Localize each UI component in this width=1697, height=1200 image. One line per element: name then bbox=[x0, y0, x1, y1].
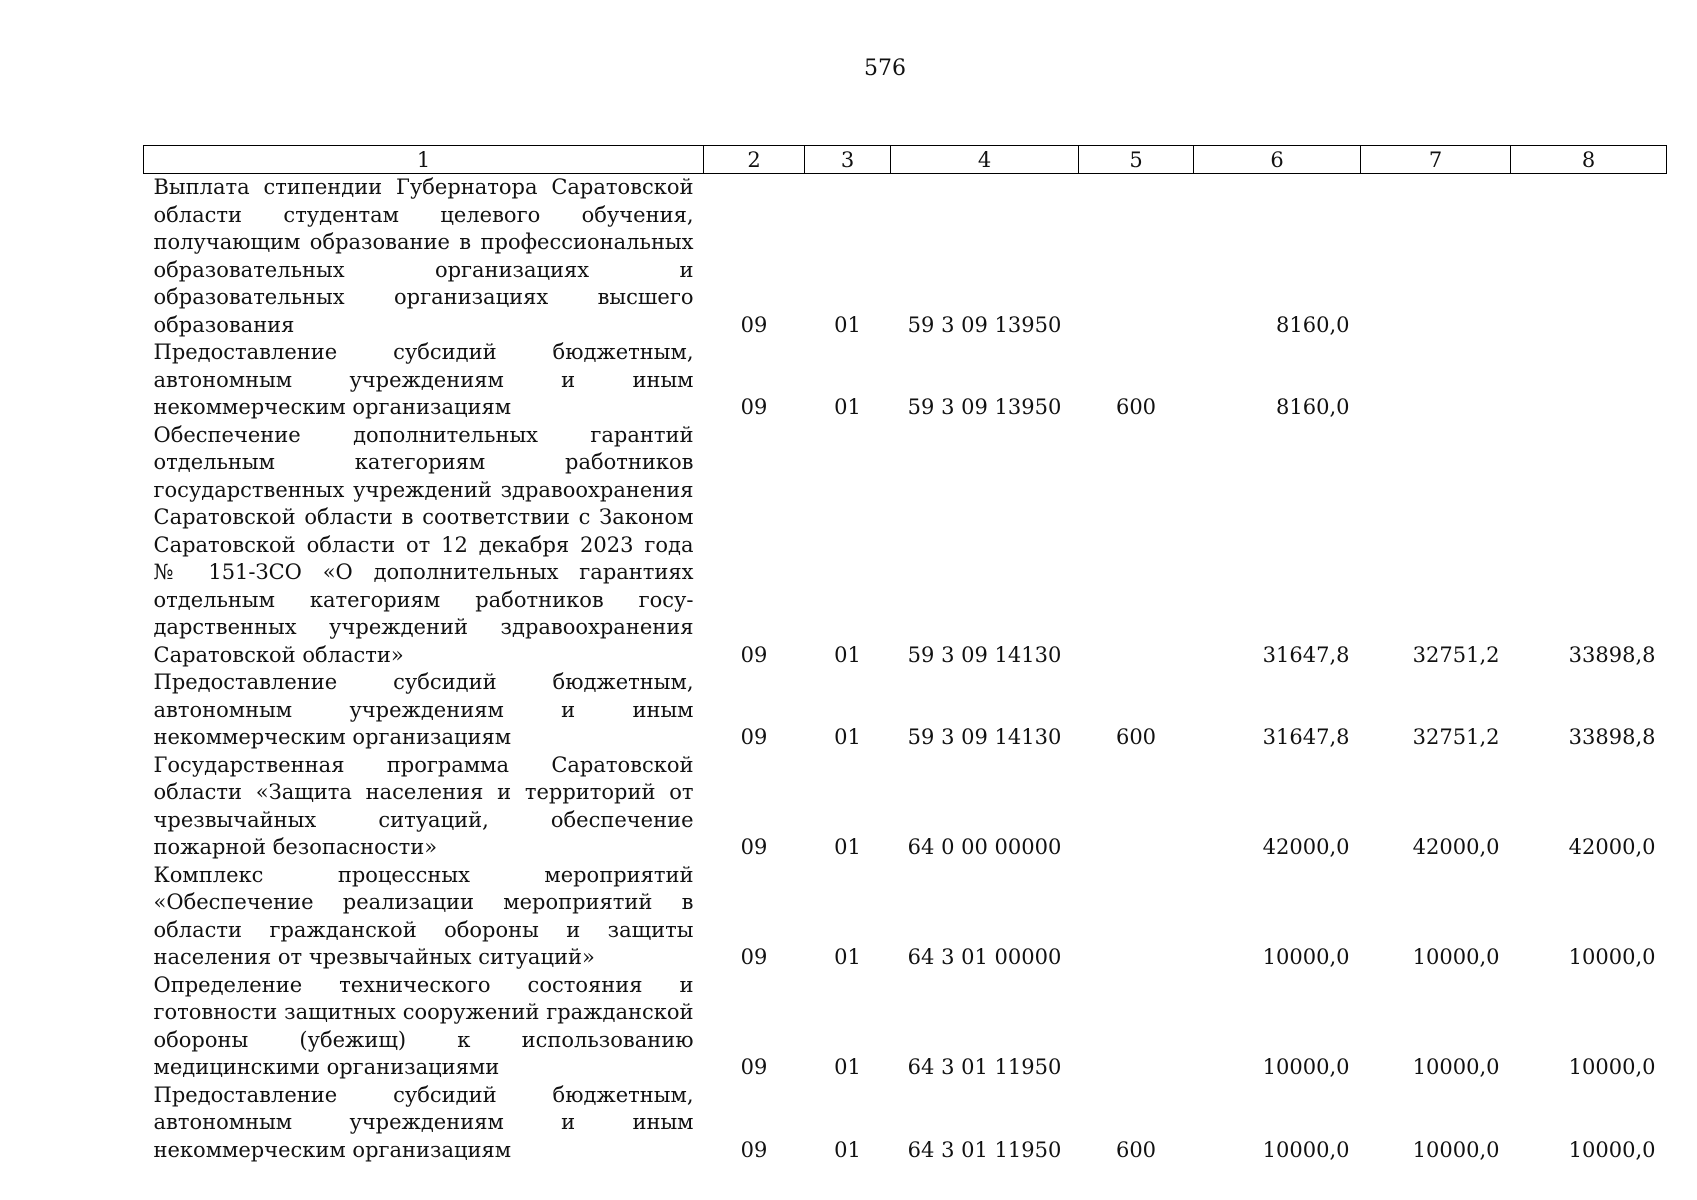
amount-col6: 10000,0 bbox=[1262, 1137, 1350, 1162]
header-row bbox=[144, 146, 1667, 174]
amount-col7: 10000,0 bbox=[1412, 1137, 1500, 1162]
column-header-5: 5 bbox=[1079, 146, 1194, 174]
column-header-2: 2 bbox=[704, 146, 805, 174]
subsection-code: 01 bbox=[834, 395, 861, 419]
column-header-1: 1 bbox=[144, 146, 704, 174]
section-code: 09 bbox=[740, 312, 768, 337]
section-code: 09 bbox=[740, 835, 768, 859]
table-row bbox=[144, 422, 1667, 670]
amount-col8: 10000,0 bbox=[1568, 1137, 1656, 1162]
section-code: 09 bbox=[740, 395, 768, 419]
target-article-code: 59 3 09 14130 bbox=[907, 642, 1062, 667]
amount-col7 bbox=[1361, 339, 1511, 422]
row-name: Предоставление субсидий бюджетным, автономным учреждениям и иным некоммерческим организациям bbox=[153, 1082, 694, 1162]
subsection-code: 01 bbox=[834, 642, 861, 667]
target-article-code: 64 3 01 11950 bbox=[907, 1055, 1062, 1079]
budget-table bbox=[143, 145, 1667, 1164]
subsection-code: 01 bbox=[834, 725, 861, 749]
row-name: Обеспечение дополнительных гарантий отдельным категориям работников государственных учреждений здравоохранения Саратовской области в соответствии с Законом Саратовской области от 12 декабря 2023 года № 151-ЗСО «О дополнительных гарантиях отдельным категориям работников государственных учреждений здравоохранения Саратовской области» bbox=[153, 422, 694, 667]
table-row bbox=[144, 1082, 1667, 1165]
expense-type-code bbox=[1079, 422, 1194, 670]
table-row bbox=[144, 862, 1667, 972]
table-row bbox=[144, 752, 1667, 862]
target-article-code: 59 3 09 13950 bbox=[907, 395, 1062, 419]
expense-type-code: 600 bbox=[1115, 1137, 1157, 1162]
amount-col6: 31647,8 bbox=[1262, 725, 1350, 749]
target-article-code: 59 3 09 13950 bbox=[907, 312, 1062, 337]
section-code: 09 bbox=[740, 1055, 768, 1079]
amount-col8: 42000,0 bbox=[1568, 835, 1656, 859]
subsection-code: 01 bbox=[834, 1137, 861, 1162]
subsection-code: 01 bbox=[834, 835, 861, 859]
amount-col6: 10000,0 bbox=[1262, 1055, 1350, 1079]
amount-col6: 10000,0 bbox=[1262, 945, 1350, 969]
row-name: Предоставление субсидий бюджетным, автономным учреждениям и иным некоммерческим организациям bbox=[153, 670, 694, 749]
amount-col7: 10000,0 bbox=[1412, 945, 1500, 969]
target-article-code: 59 3 09 14130 bbox=[907, 725, 1062, 749]
column-header-4: 4 bbox=[891, 146, 1079, 174]
section-code: 09 bbox=[740, 1137, 768, 1162]
amount-col6: 8160,0 bbox=[1276, 395, 1350, 419]
column-header-8: 8 bbox=[1511, 146, 1667, 174]
table-body bbox=[144, 174, 1667, 1165]
column-header-3: 3 bbox=[805, 146, 891, 174]
subsection-code: 01 bbox=[834, 945, 861, 969]
amount-col8 bbox=[1511, 339, 1667, 422]
column-header-6: 6 bbox=[1194, 146, 1361, 174]
row-name: Государственная программа Саратовской области «Защита населения и территорий от чрезвычайных ситуаций, обеспечение пожарной безопасности» bbox=[153, 752, 694, 859]
expense-type-code: 600 bbox=[1115, 725, 1157, 749]
table-row bbox=[144, 174, 1667, 340]
amount-col7: 32751,2 bbox=[1412, 642, 1500, 667]
table-row bbox=[144, 972, 1667, 1082]
expense-type-code bbox=[1079, 972, 1194, 1082]
target-article-code: 64 3 01 11950 bbox=[907, 1137, 1062, 1162]
amount-col8: 10000,0 bbox=[1568, 945, 1656, 969]
subsection-code: 01 bbox=[834, 1055, 861, 1079]
expense-type-code bbox=[1079, 862, 1194, 972]
amount-col6: 8160,0 bbox=[1276, 312, 1350, 337]
table-row bbox=[144, 669, 1667, 752]
target-article-code: 64 0 00 00000 bbox=[907, 835, 1062, 859]
amount-col8 bbox=[1511, 174, 1667, 340]
table-header bbox=[144, 146, 1667, 174]
row-name: Предоставление субсидий бюджетным, автономным учреждениям и иным некоммерческим организациям bbox=[153, 340, 694, 419]
amount-col6: 42000,0 bbox=[1262, 835, 1350, 859]
expense-type-code: 600 bbox=[1115, 395, 1157, 419]
amount-col7: 10000,0 bbox=[1412, 1055, 1500, 1079]
row-name: Определение технического состояния и готовности защитных сооружений гражданской обороны (убежищ) к использованию медицинскими организациями bbox=[153, 972, 694, 1079]
row-name: Комплекс процессных мероприятий «Обеспечение реализации мероприятий в области гражданской обороны и защиты населения от чрезвычайных ситуаций» bbox=[153, 862, 694, 969]
amount-col7: 32751,2 bbox=[1412, 725, 1500, 749]
target-article-code: 64 3 01 00000 bbox=[907, 945, 1062, 969]
amount-col7 bbox=[1361, 174, 1511, 340]
row-name: Выплата стипендии Губернатора Саратовской области студентам целевого обучения, получающим образование в профессиональных образовательных организациях и образовательных организациях высшего образования bbox=[153, 175, 694, 337]
amount-col8: 33898,8 bbox=[1568, 725, 1656, 749]
section-code: 09 bbox=[740, 642, 768, 667]
expense-type-code bbox=[1079, 752, 1194, 862]
section-code: 09 bbox=[740, 945, 768, 969]
amount-col8: 10000,0 bbox=[1568, 1055, 1656, 1079]
page-number: 576 bbox=[864, 56, 906, 81]
amount-col8: 33898,8 bbox=[1568, 642, 1656, 667]
section-code: 09 bbox=[740, 725, 768, 749]
amount-col7: 42000,0 bbox=[1412, 835, 1500, 859]
column-header-7: 7 bbox=[1361, 146, 1511, 174]
expense-type-code bbox=[1079, 174, 1194, 340]
subsection-code: 01 bbox=[834, 312, 861, 337]
amount-col6: 31647,8 bbox=[1262, 642, 1350, 667]
table-row bbox=[144, 339, 1667, 422]
